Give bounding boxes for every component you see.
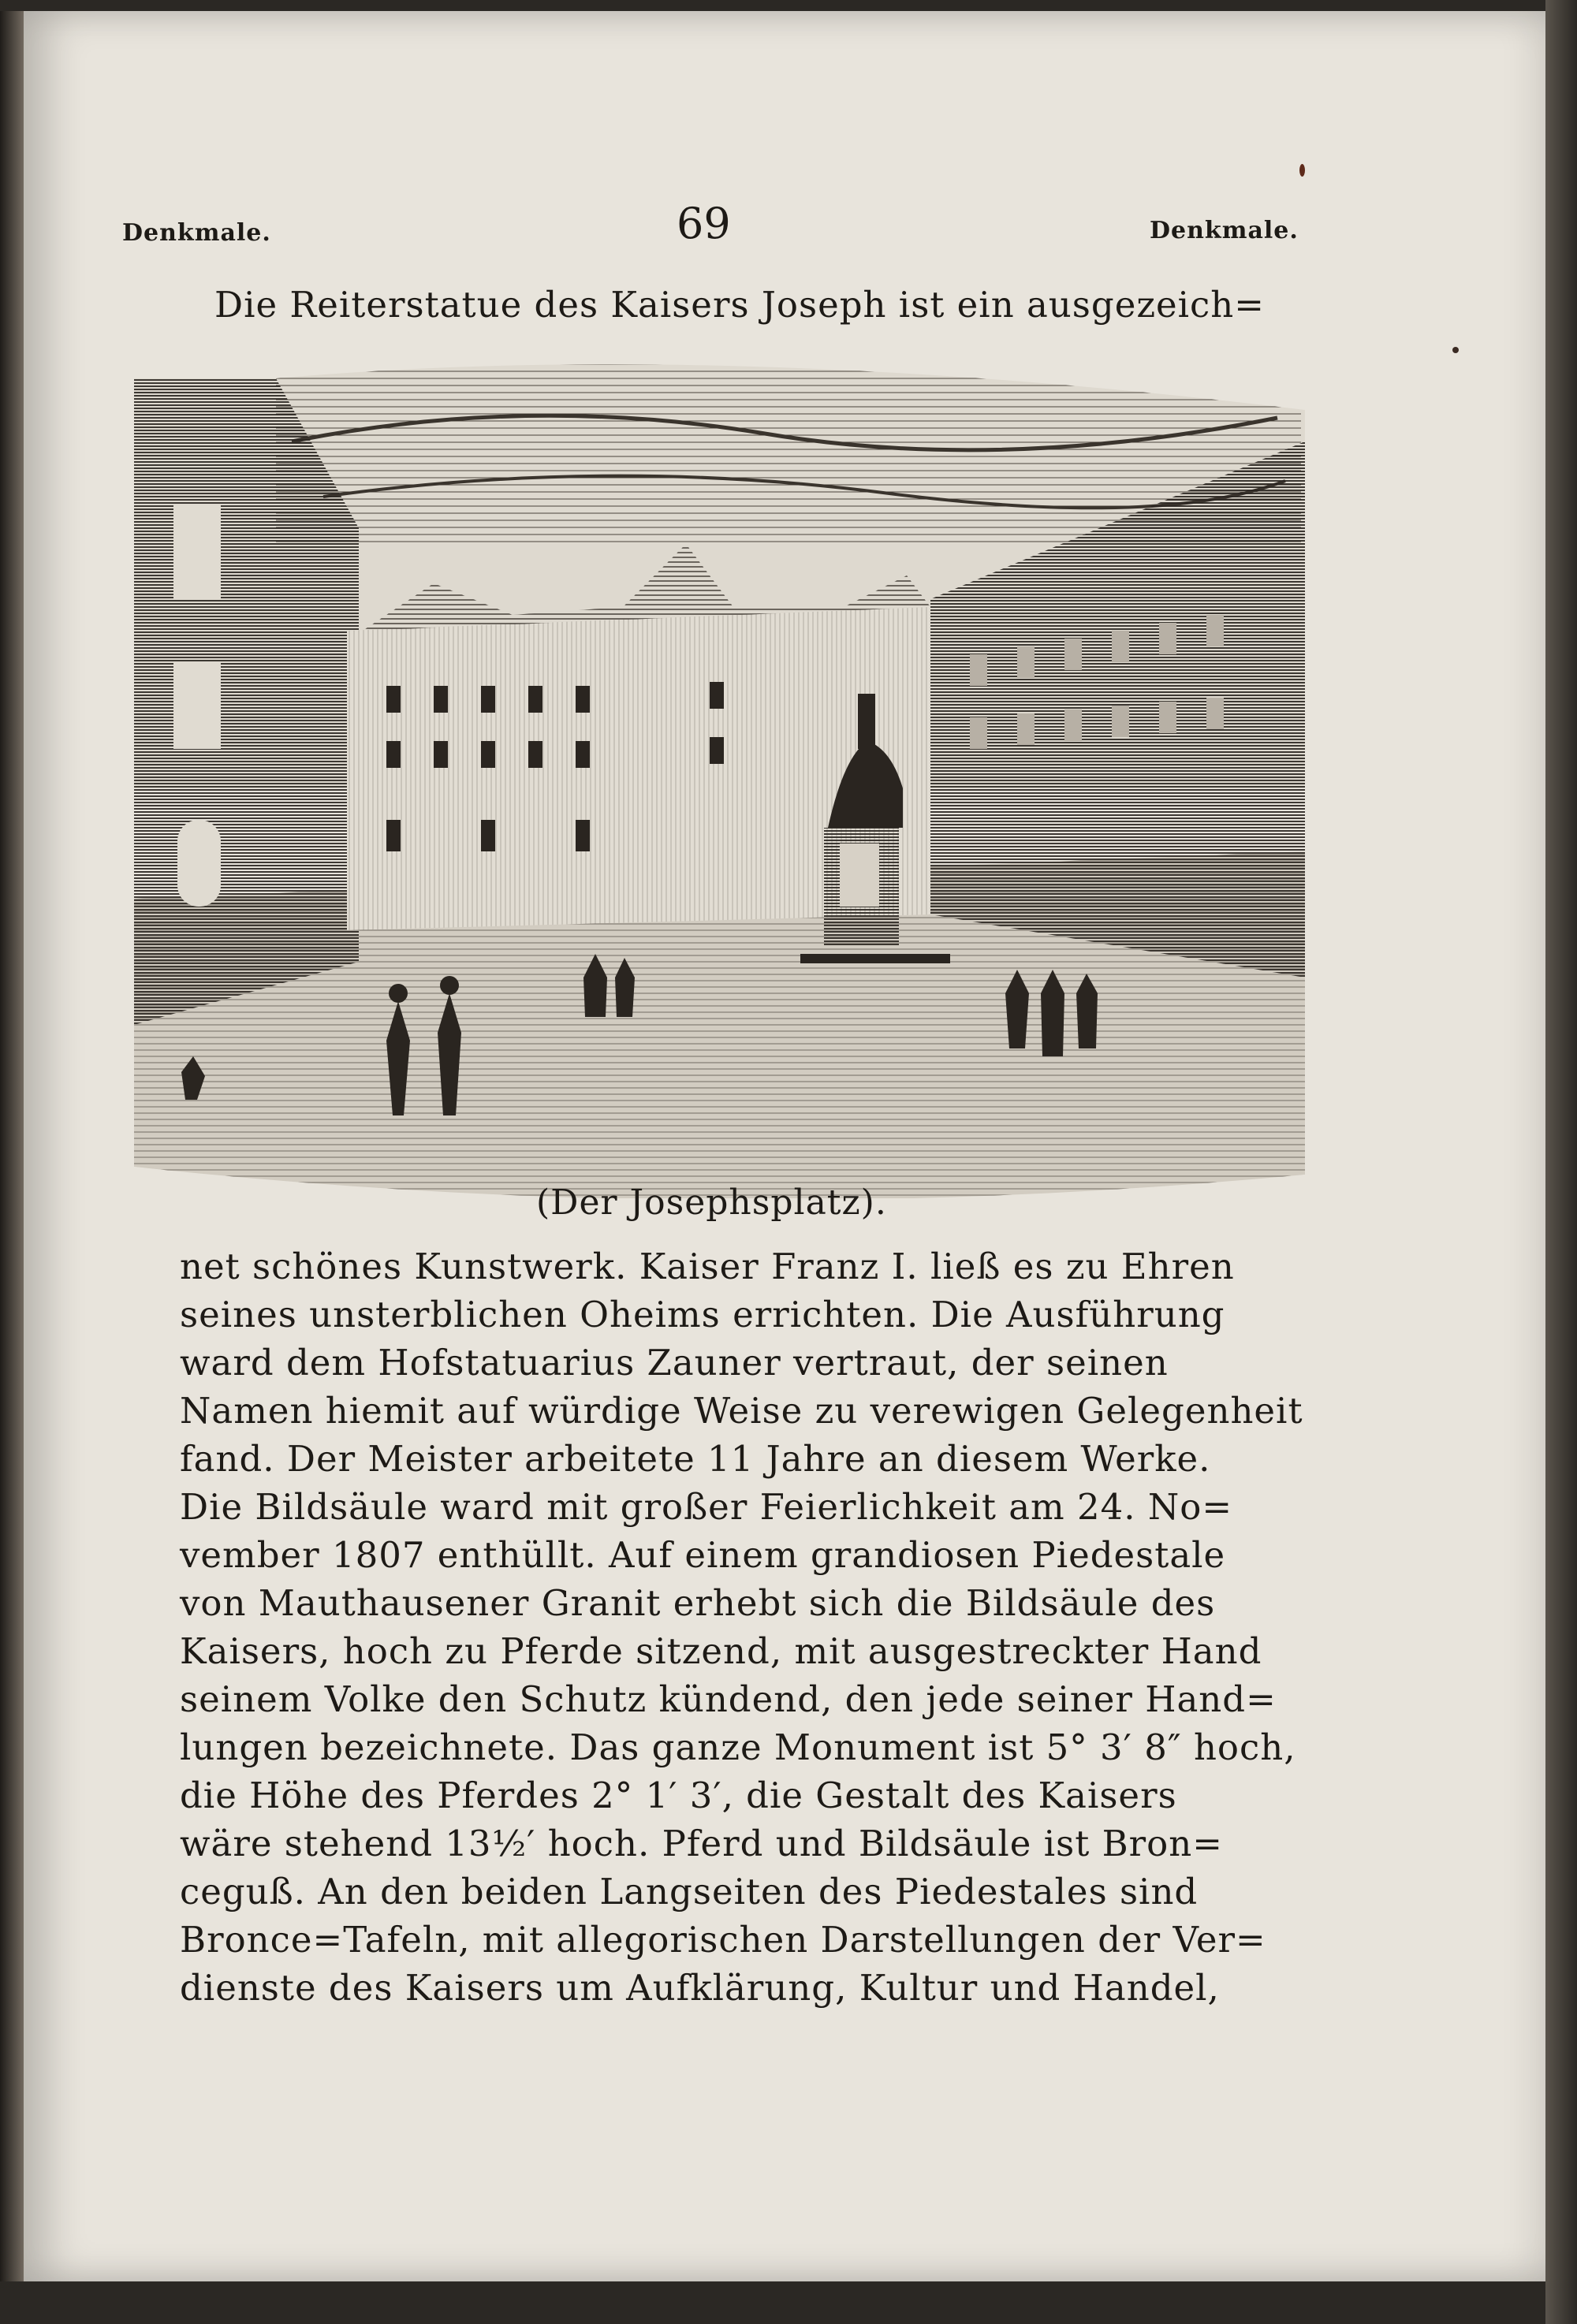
engraving-illustration-icon bbox=[134, 347, 1305, 1198]
text-line: seines unsterblichen Oheims errichten. Die Ausführung bbox=[180, 1294, 1225, 1335]
text-line: dienste des Kaisers um Aufklärung, Kultur und Handel, bbox=[180, 1967, 1220, 2009]
text-line: Kaisers, hoch zu Pferde sitzend, mit ausgestreckter Hand bbox=[180, 1630, 1262, 1672]
text-line: die Höhe des Pferdes 2° 1′ 3′, die Gestalt des Kaisers bbox=[180, 1775, 1177, 1816]
running-head-right: Denkmale. bbox=[1150, 217, 1299, 244]
running-head-left: Denkmale. bbox=[122, 219, 271, 247]
illustration-caption: (Der Josephsplatz). bbox=[536, 1182, 887, 1223]
ink-speck bbox=[1452, 347, 1459, 353]
text-line: wäre stehend 13½′ hoch. Pferd und Bildsäule ist Bron= bbox=[180, 1823, 1223, 1864]
text-line: net schönes Kunstwerk. Kaiser Franz I. ließ es zu Ehren bbox=[180, 1246, 1235, 1287]
text-line: ward dem Hofstatuarius Zauner vertraut, der seinen bbox=[180, 1342, 1169, 1384]
text-line: lungen bezeichnete. Das ganze Monument ist 5° 3′ 8″ hoch, bbox=[180, 1726, 1296, 1768]
text-line: Die Reiterstatue des Kaisers Joseph ist ein ausgezeich= bbox=[214, 284, 1265, 326]
text-line: Namen hiemit auf würdige Weise zu verewigen Gelegenheit bbox=[180, 1390, 1303, 1432]
ink-speck bbox=[1299, 164, 1305, 177]
text-line: vember 1807 enthüllt. Auf einem grandiosen Piedestale bbox=[180, 1534, 1226, 1576]
book-binding-edge bbox=[1545, 0, 1577, 2324]
text-line: Die Bildsäule ward mit großer Feierlichkeit am 24. No= bbox=[180, 1486, 1233, 1528]
text-line: ceguß. An den beiden Langseiten des Piedestales sind bbox=[180, 1871, 1199, 1912]
text-line: seinem Volke den Schutz kündend, den jede seiner Hand= bbox=[180, 1678, 1277, 1720]
text-line: Bronce=Tafeln, mit allegorischen Darstellungen der Ver= bbox=[180, 1919, 1266, 1961]
text-line: von Mauthausener Granit erhebt sich die Bildsäule des bbox=[180, 1582, 1216, 1624]
text-line: fand. Der Meister arbeitete 11 Jahre an diesem Werke. bbox=[180, 1438, 1211, 1480]
page-number: 69 bbox=[677, 199, 731, 248]
